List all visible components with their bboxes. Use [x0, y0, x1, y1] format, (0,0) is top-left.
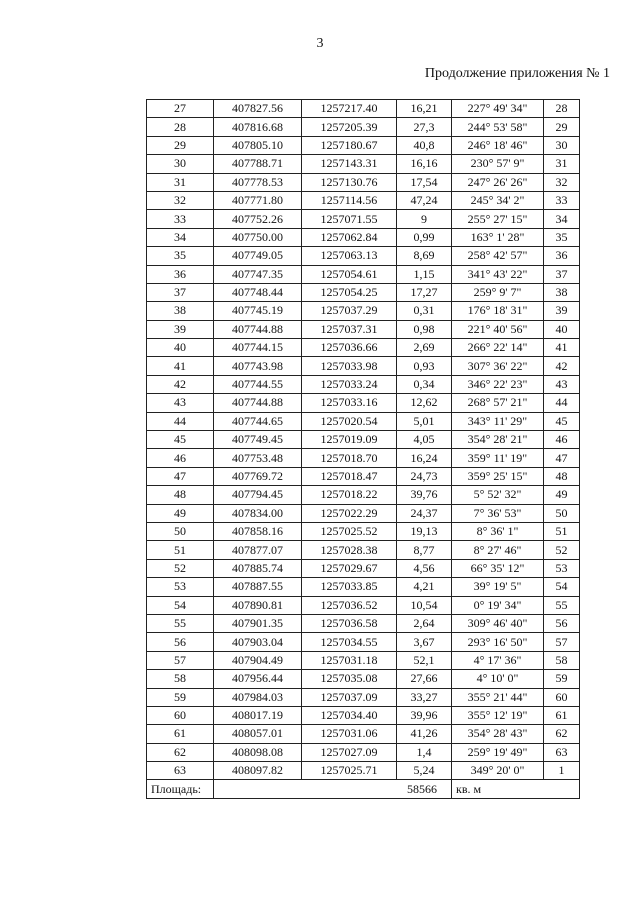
- y-coordinate-cell: 1257018.47: [302, 467, 397, 485]
- point-number-cell: 47: [147, 467, 214, 485]
- distance-cell: 16,21: [397, 100, 452, 118]
- y-coordinate-cell: 1257180.67: [302, 136, 397, 154]
- bearing-cell: 268° 57' 21": [452, 394, 544, 412]
- x-coordinate-cell: 407984.03: [214, 688, 302, 706]
- y-coordinate-cell: 1257037.09: [302, 688, 397, 706]
- y-coordinate-cell: 1257217.40: [302, 100, 397, 118]
- y-coordinate-cell: 1257036.66: [302, 339, 397, 357]
- point-number-cell: 60: [147, 706, 214, 724]
- table-row: [147, 247, 580, 265]
- y-coordinate-cell: 1257205.39: [302, 118, 397, 136]
- x-coordinate-cell: 407752.26: [214, 210, 302, 228]
- point-number-cell: 46: [147, 449, 214, 467]
- table-row: [147, 394, 580, 412]
- bearing-cell: 359° 25' 15": [452, 467, 544, 485]
- bearing-cell: 341° 43' 22": [452, 265, 544, 283]
- next-point-cell: 40: [544, 320, 580, 338]
- point-number-cell: 53: [147, 578, 214, 596]
- table-row: [147, 559, 580, 577]
- point-number-cell: 48: [147, 486, 214, 504]
- bearing-cell: 293° 16' 50": [452, 633, 544, 651]
- distance-cell: 4,56: [397, 559, 452, 577]
- area-row: [147, 780, 580, 798]
- x-coordinate-cell: 407805.10: [214, 136, 302, 154]
- distance-cell: 47,24: [397, 191, 452, 209]
- bearing-cell: 4° 17' 36": [452, 651, 544, 669]
- x-coordinate-cell: 407744.15: [214, 339, 302, 357]
- distance-cell: 2,69: [397, 339, 452, 357]
- point-number-cell: 59: [147, 688, 214, 706]
- next-point-cell: 37: [544, 265, 580, 283]
- table-row: [147, 320, 580, 338]
- bearing-cell: 0° 19' 34": [452, 596, 544, 614]
- bearing-cell: 307° 36' 22": [452, 357, 544, 375]
- y-coordinate-cell: 1257054.25: [302, 283, 397, 301]
- next-point-cell: 61: [544, 706, 580, 724]
- next-point-cell: 30: [544, 136, 580, 154]
- x-coordinate-cell: 407816.68: [214, 118, 302, 136]
- next-point-cell: 44: [544, 394, 580, 412]
- x-coordinate-cell: 407778.53: [214, 173, 302, 191]
- distance-cell: 4,21: [397, 578, 452, 596]
- point-number-cell: 55: [147, 614, 214, 632]
- bearing-cell: 359° 11' 19": [452, 449, 544, 467]
- distance-cell: 1,15: [397, 265, 452, 283]
- y-coordinate-cell: 1257029.67: [302, 559, 397, 577]
- x-coordinate-cell: 407753.48: [214, 449, 302, 467]
- y-coordinate-cell: 1257020.54: [302, 412, 397, 430]
- bearing-cell: 258° 42' 57": [452, 247, 544, 265]
- y-coordinate-cell: 1257114.56: [302, 191, 397, 209]
- coordinates-table-body: [147, 100, 580, 780]
- point-number-cell: 32: [147, 191, 214, 209]
- next-point-cell: 35: [544, 228, 580, 246]
- x-coordinate-cell: 407904.49: [214, 651, 302, 669]
- table-row: [147, 155, 580, 173]
- table-row: [147, 136, 580, 154]
- next-point-cell: 58: [544, 651, 580, 669]
- table-row: [147, 100, 580, 118]
- point-number-cell: 63: [147, 762, 214, 780]
- next-point-cell: 48: [544, 467, 580, 485]
- distance-cell: 17,27: [397, 283, 452, 301]
- y-coordinate-cell: 1257019.09: [302, 431, 397, 449]
- y-coordinate-cell: 1257031.18: [302, 651, 397, 669]
- bearing-cell: 354° 28' 43": [452, 725, 544, 743]
- next-point-cell: 45: [544, 412, 580, 430]
- point-number-cell: 54: [147, 596, 214, 614]
- next-point-cell: 1: [544, 762, 580, 780]
- distance-cell: 0,98: [397, 320, 452, 338]
- table-row: [147, 504, 580, 522]
- point-number-cell: 51: [147, 541, 214, 559]
- bearing-cell: 176° 18' 31": [452, 302, 544, 320]
- x-coordinate-cell: 407744.88: [214, 320, 302, 338]
- table-row: [147, 467, 580, 485]
- distance-cell: 8,69: [397, 247, 452, 265]
- point-number-cell: 61: [147, 725, 214, 743]
- x-coordinate-cell: 407794.45: [214, 486, 302, 504]
- table-row: [147, 522, 580, 540]
- next-point-cell: 52: [544, 541, 580, 559]
- next-point-cell: 56: [544, 614, 580, 632]
- bearing-cell: 259° 9' 7": [452, 283, 544, 301]
- next-point-cell: 46: [544, 431, 580, 449]
- point-number-cell: 52: [147, 559, 214, 577]
- point-number-cell: 36: [147, 265, 214, 283]
- y-coordinate-cell: 1257018.70: [302, 449, 397, 467]
- next-point-cell: 57: [544, 633, 580, 651]
- distance-cell: 10,54: [397, 596, 452, 614]
- table-row: [147, 302, 580, 320]
- point-number-cell: 45: [147, 431, 214, 449]
- table-row: [147, 431, 580, 449]
- bearing-cell: 266° 22' 14": [452, 339, 544, 357]
- table-row: [147, 118, 580, 136]
- x-coordinate-cell: 407887.55: [214, 578, 302, 596]
- y-coordinate-cell: 1257027.09: [302, 743, 397, 761]
- distance-cell: 33,27: [397, 688, 452, 706]
- distance-cell: 0,31: [397, 302, 452, 320]
- x-coordinate-cell: 408017.19: [214, 706, 302, 724]
- table-row: [147, 486, 580, 504]
- point-number-cell: 49: [147, 504, 214, 522]
- x-coordinate-cell: 407749.45: [214, 431, 302, 449]
- area-unit: кв. м: [452, 780, 580, 798]
- next-point-cell: 59: [544, 670, 580, 688]
- x-coordinate-cell: 407750.00: [214, 228, 302, 246]
- bearing-cell: 7° 36' 53": [452, 504, 544, 522]
- bearing-cell: 349° 20' 0": [452, 762, 544, 780]
- point-number-cell: 39: [147, 320, 214, 338]
- bearing-cell: 227° 49' 34": [452, 100, 544, 118]
- next-point-cell: 34: [544, 210, 580, 228]
- y-coordinate-cell: 1257025.52: [302, 522, 397, 540]
- point-number-cell: 62: [147, 743, 214, 761]
- point-number-cell: 29: [147, 136, 214, 154]
- distance-cell: 27,66: [397, 670, 452, 688]
- x-coordinate-cell: 408057.01: [214, 725, 302, 743]
- x-coordinate-cell: 407748.44: [214, 283, 302, 301]
- bearing-cell: 5° 52' 32": [452, 486, 544, 504]
- y-coordinate-cell: 1257036.52: [302, 596, 397, 614]
- table-row: [147, 412, 580, 430]
- table-row: [147, 706, 580, 724]
- bearing-cell: 246° 18' 46": [452, 136, 544, 154]
- point-number-cell: 37: [147, 283, 214, 301]
- next-point-cell: 33: [544, 191, 580, 209]
- bearing-cell: 255° 27' 15": [452, 210, 544, 228]
- distance-cell: 16,16: [397, 155, 452, 173]
- x-coordinate-cell: 407749.05: [214, 247, 302, 265]
- y-coordinate-cell: 1257033.24: [302, 375, 397, 393]
- table-row: [147, 228, 580, 246]
- x-coordinate-cell: 407901.35: [214, 614, 302, 632]
- next-point-cell: 50: [544, 504, 580, 522]
- x-coordinate-cell: 407956.44: [214, 670, 302, 688]
- distance-cell: 52,1: [397, 651, 452, 669]
- next-point-cell: 54: [544, 578, 580, 596]
- distance-cell: 0,93: [397, 357, 452, 375]
- table-row: [147, 283, 580, 301]
- table-row: [147, 541, 580, 559]
- bearing-cell: 355° 12' 19": [452, 706, 544, 724]
- distance-cell: 41,26: [397, 725, 452, 743]
- next-point-cell: 62: [544, 725, 580, 743]
- distance-cell: 39,96: [397, 706, 452, 724]
- table-row: [147, 173, 580, 191]
- point-number-cell: 28: [147, 118, 214, 136]
- point-number-cell: 30: [147, 155, 214, 173]
- distance-cell: 12,62: [397, 394, 452, 412]
- y-coordinate-cell: 1257036.58: [302, 614, 397, 632]
- next-point-cell: 60: [544, 688, 580, 706]
- y-coordinate-cell: 1257063.13: [302, 247, 397, 265]
- bearing-cell: 39° 19' 5": [452, 578, 544, 596]
- next-point-cell: 29: [544, 118, 580, 136]
- distance-cell: 0,99: [397, 228, 452, 246]
- bearing-cell: 66° 35' 12": [452, 559, 544, 577]
- next-point-cell: 63: [544, 743, 580, 761]
- next-point-cell: 51: [544, 522, 580, 540]
- bearing-cell: 309° 46' 40": [452, 614, 544, 632]
- area-value: 58566: [214, 780, 452, 798]
- table-row: [147, 725, 580, 743]
- point-number-cell: 43: [147, 394, 214, 412]
- distance-cell: 27,3: [397, 118, 452, 136]
- point-number-cell: 41: [147, 357, 214, 375]
- x-coordinate-cell: 407744.55: [214, 375, 302, 393]
- table-row: [147, 614, 580, 632]
- next-point-cell: 31: [544, 155, 580, 173]
- y-coordinate-cell: 1257143.31: [302, 155, 397, 173]
- distance-cell: 5,24: [397, 762, 452, 780]
- distance-cell: 9: [397, 210, 452, 228]
- y-coordinate-cell: 1257031.06: [302, 725, 397, 743]
- x-coordinate-cell: 407745.19: [214, 302, 302, 320]
- table-row: [147, 375, 580, 393]
- x-coordinate-cell: 407834.00: [214, 504, 302, 522]
- point-number-cell: 40: [147, 339, 214, 357]
- table-row: [147, 633, 580, 651]
- table-row: [147, 743, 580, 761]
- bearing-cell: 355° 21' 44": [452, 688, 544, 706]
- point-number-cell: 31: [147, 173, 214, 191]
- bearing-cell: 259° 19' 49": [452, 743, 544, 761]
- table-row: [147, 265, 580, 283]
- table-row: [147, 210, 580, 228]
- next-point-cell: 53: [544, 559, 580, 577]
- table-row: [147, 578, 580, 596]
- x-coordinate-cell: 407827.56: [214, 100, 302, 118]
- x-coordinate-cell: 407903.04: [214, 633, 302, 651]
- bearing-cell: 354° 28' 21": [452, 431, 544, 449]
- x-coordinate-cell: 408097.82: [214, 762, 302, 780]
- bearing-cell: 221° 40' 56": [452, 320, 544, 338]
- bearing-cell: 230° 57' 9": [452, 155, 544, 173]
- bearing-cell: 244° 53' 58": [452, 118, 544, 136]
- x-coordinate-cell: 407743.98: [214, 357, 302, 375]
- next-point-cell: 32: [544, 173, 580, 191]
- bearing-cell: 163° 1' 28": [452, 228, 544, 246]
- point-number-cell: 33: [147, 210, 214, 228]
- next-point-cell: 47: [544, 449, 580, 467]
- distance-cell: 5,01: [397, 412, 452, 430]
- distance-cell: 39,76: [397, 486, 452, 504]
- y-coordinate-cell: 1257022.29: [302, 504, 397, 522]
- distance-cell: 17,54: [397, 173, 452, 191]
- y-coordinate-cell: 1257033.98: [302, 357, 397, 375]
- point-number-cell: 57: [147, 651, 214, 669]
- bearing-cell: 4° 10' 0": [452, 670, 544, 688]
- y-coordinate-cell: 1257062.84: [302, 228, 397, 246]
- y-coordinate-cell: 1257025.71: [302, 762, 397, 780]
- y-coordinate-cell: 1257034.40: [302, 706, 397, 724]
- next-point-cell: 38: [544, 283, 580, 301]
- table-row: [147, 762, 580, 780]
- next-point-cell: 36: [544, 247, 580, 265]
- bearing-cell: 8° 27' 46": [452, 541, 544, 559]
- point-number-cell: 56: [147, 633, 214, 651]
- next-point-cell: 42: [544, 357, 580, 375]
- distance-cell: 1,4: [397, 743, 452, 761]
- distance-cell: 8,77: [397, 541, 452, 559]
- distance-cell: 40,8: [397, 136, 452, 154]
- area-label: Площадь:: [147, 780, 214, 798]
- table-row: [147, 688, 580, 706]
- next-point-cell: 41: [544, 339, 580, 357]
- table-row: [147, 357, 580, 375]
- distance-cell: 4,05: [397, 431, 452, 449]
- table-row: [147, 596, 580, 614]
- x-coordinate-cell: 407747.35: [214, 265, 302, 283]
- table-row: [147, 670, 580, 688]
- x-coordinate-cell: 407858.16: [214, 522, 302, 540]
- distance-cell: 2,64: [397, 614, 452, 632]
- page-number: 3: [316, 36, 324, 51]
- x-coordinate-cell: 407877.07: [214, 541, 302, 559]
- point-number-cell: 38: [147, 302, 214, 320]
- point-number-cell: 58: [147, 670, 214, 688]
- distance-cell: 3,67: [397, 633, 452, 651]
- distance-cell: 19,13: [397, 522, 452, 540]
- x-coordinate-cell: 407885.74: [214, 559, 302, 577]
- x-coordinate-cell: 407744.65: [214, 412, 302, 430]
- bearing-cell: 346° 22' 23": [452, 375, 544, 393]
- distance-cell: 24,37: [397, 504, 452, 522]
- y-coordinate-cell: 1257028.38: [302, 541, 397, 559]
- point-number-cell: 50: [147, 522, 214, 540]
- next-point-cell: 55: [544, 596, 580, 614]
- next-point-cell: 39: [544, 302, 580, 320]
- y-coordinate-cell: 1257054.61: [302, 265, 397, 283]
- distance-cell: 16,24: [397, 449, 452, 467]
- next-point-cell: 28: [544, 100, 580, 118]
- distance-cell: 24,73: [397, 467, 452, 485]
- y-coordinate-cell: 1257130.76: [302, 173, 397, 191]
- x-coordinate-cell: 408098.08: [214, 743, 302, 761]
- point-number-cell: 34: [147, 228, 214, 246]
- y-coordinate-cell: 1257071.55: [302, 210, 397, 228]
- x-coordinate-cell: 407771.80: [214, 191, 302, 209]
- x-coordinate-cell: 407769.72: [214, 467, 302, 485]
- x-coordinate-cell: 407744.88: [214, 394, 302, 412]
- x-coordinate-cell: 407788.71: [214, 155, 302, 173]
- table-row: [147, 449, 580, 467]
- next-point-cell: 49: [544, 486, 580, 504]
- coordinates-table: [146, 99, 580, 799]
- y-coordinate-cell: 1257035.08: [302, 670, 397, 688]
- table-row: [147, 339, 580, 357]
- point-number-cell: 35: [147, 247, 214, 265]
- y-coordinate-cell: 1257037.31: [302, 320, 397, 338]
- y-coordinate-cell: 1257037.29: [302, 302, 397, 320]
- next-point-cell: 43: [544, 375, 580, 393]
- bearing-cell: 343° 11' 29": [452, 412, 544, 430]
- point-number-cell: 42: [147, 375, 214, 393]
- y-coordinate-cell: 1257034.55: [302, 633, 397, 651]
- y-coordinate-cell: 1257033.85: [302, 578, 397, 596]
- bearing-cell: 8° 36' 1": [452, 522, 544, 540]
- y-coordinate-cell: 1257018.22: [302, 486, 397, 504]
- point-number-cell: 27: [147, 100, 214, 118]
- table-row: [147, 191, 580, 209]
- y-coordinate-cell: 1257033.16: [302, 394, 397, 412]
- distance-cell: 0,34: [397, 375, 452, 393]
- point-number-cell: 44: [147, 412, 214, 430]
- x-coordinate-cell: 407890.81: [214, 596, 302, 614]
- table-row: [147, 651, 580, 669]
- bearing-cell: 247° 26' 26": [452, 173, 544, 191]
- bearing-cell: 245° 34' 2": [452, 191, 544, 209]
- continuation-heading: Продолжение приложения № 1: [424, 66, 610, 81]
